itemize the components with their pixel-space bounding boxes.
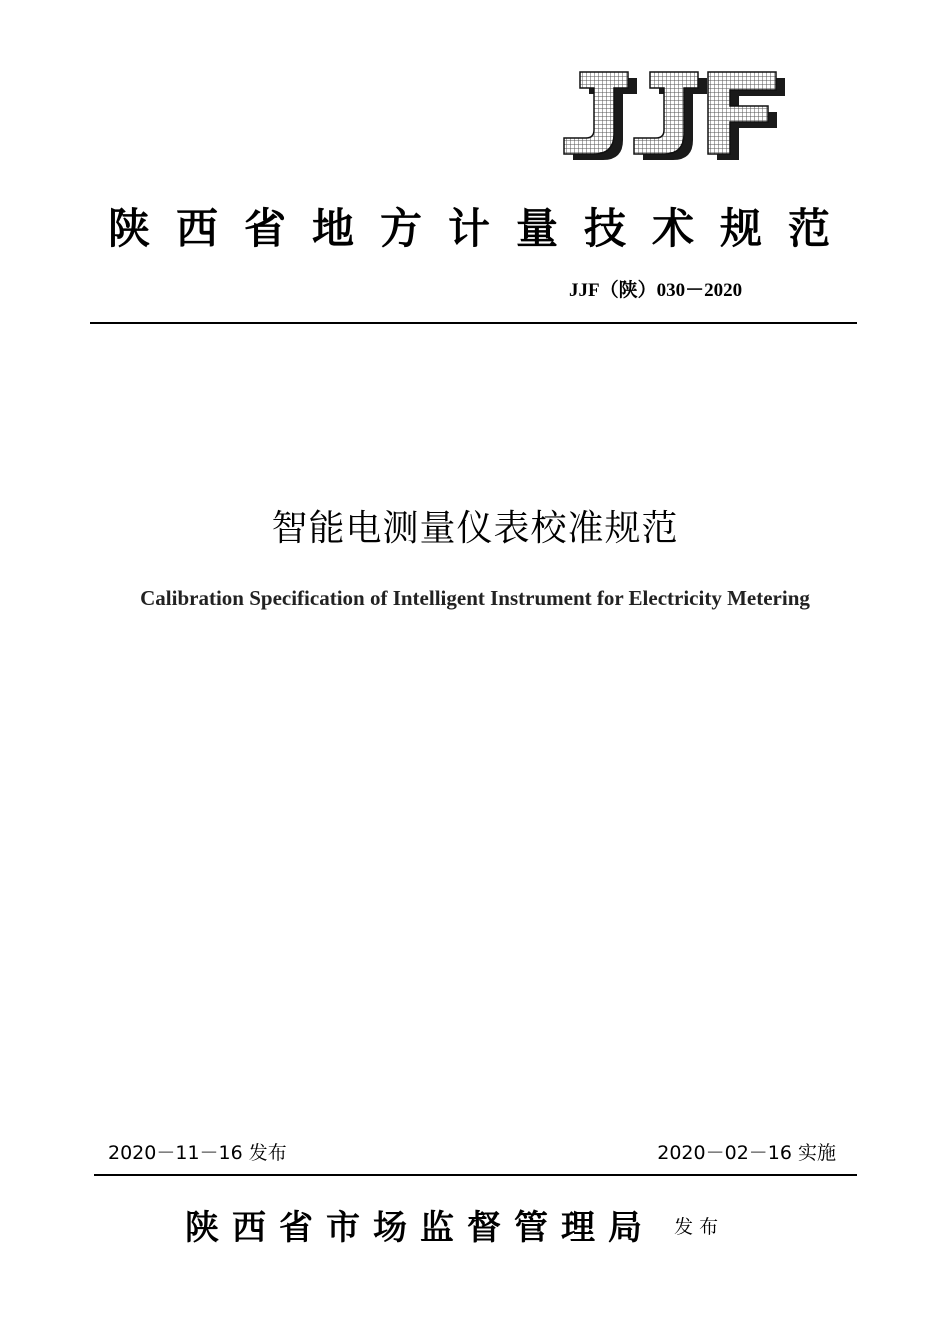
standard-code: JJF（陕）030－2020 (569, 280, 743, 301)
publish-label: 发布 (674, 1216, 725, 1238)
top-divider (90, 322, 857, 324)
issue-date: 2020－11－16 发布 (108, 1142, 287, 1164)
document-title: 智能电测量仪表校准规范 (271, 508, 679, 549)
document-subtitle-en: Calibration Specification of Intelligent Instrument for Electricity Metering (140, 586, 810, 610)
publisher-line (185, 1200, 724, 1249)
bottom-divider (94, 1174, 857, 1176)
publisher-name: 陕西省市场监督管理局 (185, 1208, 655, 1248)
effective-date: 2020－02－16 实施 (657, 1142, 836, 1164)
jjf-logo (558, 68, 788, 168)
org-title: 陕西省地方计量技术规范 (108, 204, 857, 253)
